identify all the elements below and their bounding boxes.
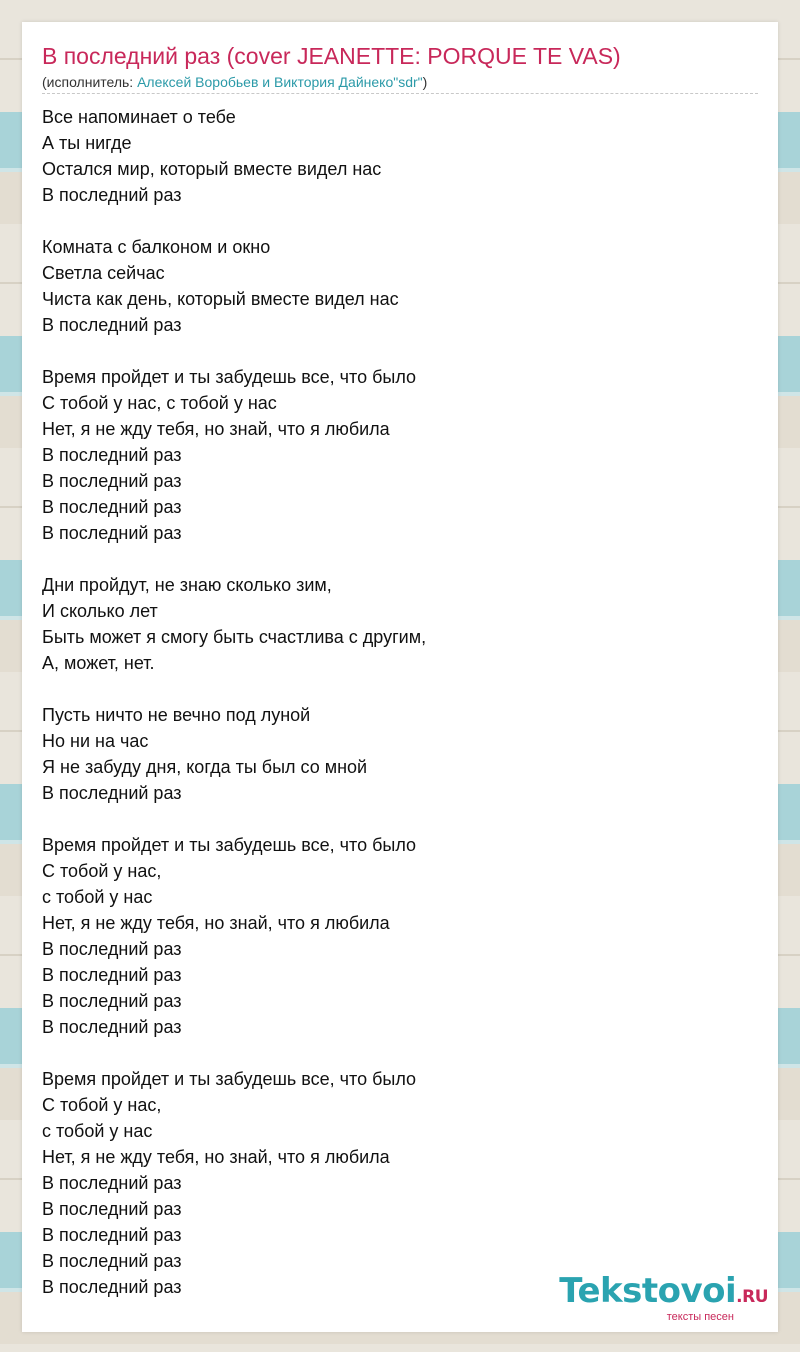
lyric-line: Все напоминает о тебе [42, 107, 236, 127]
stanza-break [42, 676, 426, 702]
lyric-line: Чиста как день, который вместе видел нас [42, 289, 399, 309]
artist-link[interactable]: Алексей Воробьев и Виктория Дайнеко"sdr" [137, 74, 423, 90]
stanza-break [42, 338, 426, 364]
lyric-line: с тобой у нас [42, 887, 153, 907]
divider [42, 93, 758, 94]
lyric-line: В последний раз [42, 965, 182, 985]
lyric-line: С тобой у нас, [42, 1095, 162, 1115]
logo-tld: .RU [736, 1287, 768, 1307]
lyric-line: В последний раз [42, 1277, 182, 1297]
artist-suffix: ) [422, 74, 428, 90]
lyric-line: В последний раз [42, 991, 182, 1011]
lyric-line: Время пройдет и ты забудешь все, что было [42, 835, 417, 855]
lyric-line: Я не забуду дня, когда ты был со мной [42, 757, 368, 777]
lyric-line: А ты нигде [42, 133, 132, 153]
lyric-line: Остался мир, который вместе видел нас [42, 159, 382, 179]
lyric-line: В последний раз [42, 1225, 182, 1245]
song-title: В последний раз (cover JEANETTE: PORQUE TE VAS) [42, 43, 621, 69]
lyric-line: с тобой у нас [42, 1121, 153, 1141]
lyric-line: В последний раз [42, 783, 182, 803]
lyric-line: Нет, я не жду тебя, но знай, что я любила [42, 1147, 390, 1167]
lyric-line: С тобой у нас, с тобой у нас [42, 393, 277, 413]
lyric-line: Дни пройдут, не знаю сколько зим, [42, 575, 332, 595]
artist-line [42, 73, 427, 91]
stanza-break [42, 806, 426, 832]
lyrics-text [42, 104, 426, 1300]
logo-main-text: Tekstovoi [559, 1271, 737, 1311]
lyric-line: Но ни на час [42, 731, 149, 751]
lyric-line: Нет, я не жду тебя, но знай, что я любила [42, 913, 390, 933]
lyric-line: В последний раз [42, 315, 182, 335]
lyric-line: В последний раз [42, 497, 182, 517]
stanza-break [42, 1040, 426, 1066]
lyric-line: В последний раз [42, 1173, 182, 1193]
lyric-line: В последний раз [42, 445, 182, 465]
logo-subtitle: тексты песен [666, 1311, 734, 1323]
stanza-break [42, 546, 426, 572]
lyric-line: Время пройдет и ты забудешь все, что было [42, 1069, 417, 1089]
lyric-line: В последний раз [42, 185, 182, 205]
lyric-line: В последний раз [42, 471, 182, 491]
lyric-line: Время пройдет и ты забудешь все, что было [42, 367, 417, 387]
lyric-line: С тобой у нас, [42, 861, 162, 881]
lyrics-page [22, 22, 778, 1332]
site-logo[interactable] [559, 1273, 768, 1324]
lyric-line: Комната с балконом и окно [42, 237, 271, 257]
artist-prefix: (исполнитель: [42, 74, 138, 90]
lyric-line: Пусть ничто не вечно под луной [42, 705, 311, 725]
lyric-line: В последний раз [42, 1199, 182, 1219]
lyric-line: А, может, нет. [42, 653, 155, 673]
stanza-break [42, 208, 426, 234]
lyric-line: В последний раз [42, 523, 182, 543]
lyric-line: В последний раз [42, 1251, 182, 1271]
lyric-line: В последний раз [42, 1017, 182, 1037]
lyric-line: В последний раз [42, 939, 182, 959]
lyric-line: И сколько лет [42, 601, 158, 621]
lyric-line: Светла сейчас [42, 263, 165, 283]
lyric-line: Нет, я не жду тебя, но знай, что я любила [42, 419, 390, 439]
lyric-line: Быть может я смогу быть счастлива с другим, [42, 627, 427, 647]
